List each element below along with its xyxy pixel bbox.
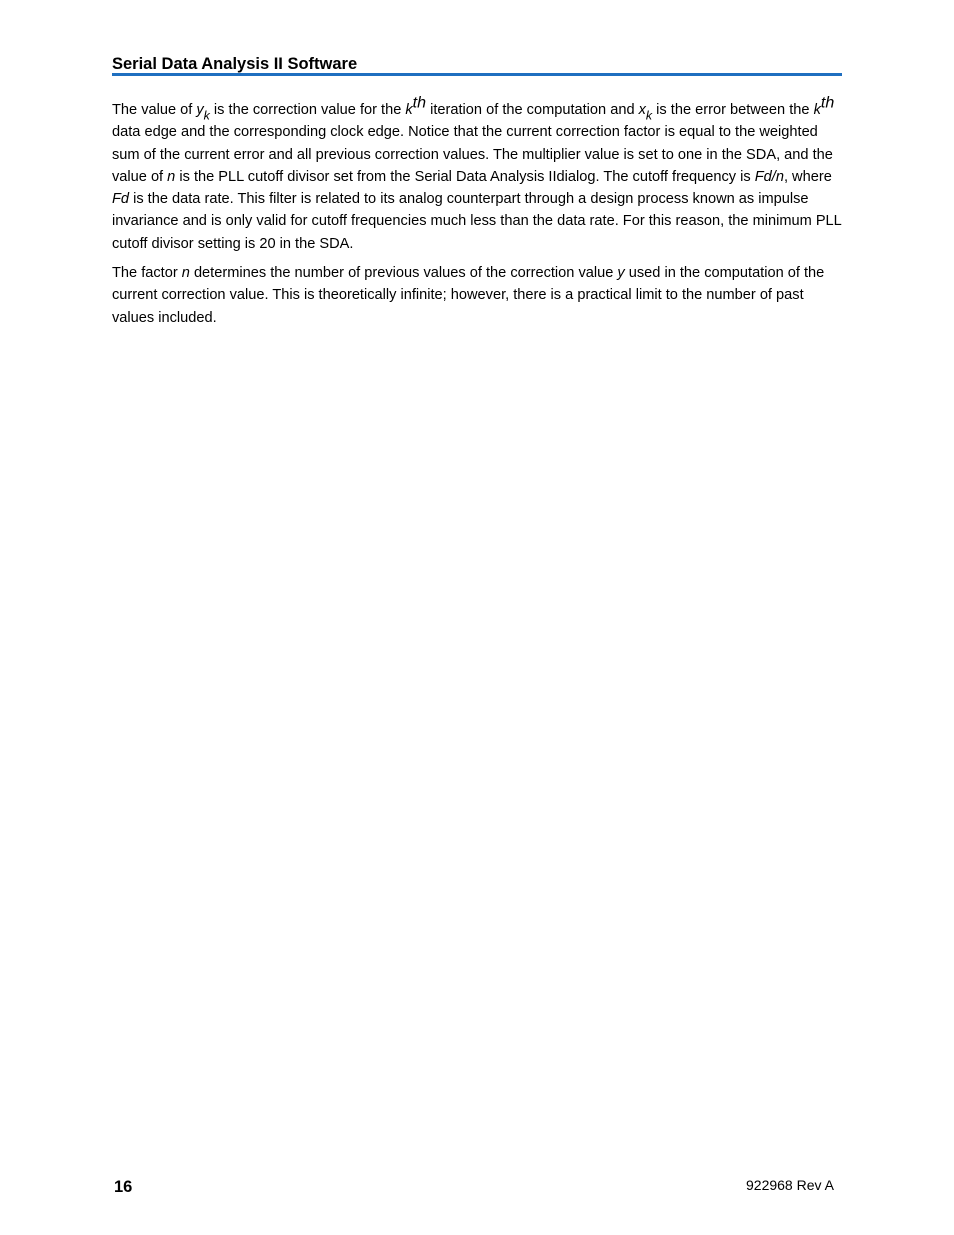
document-revision: 922968 Rev A (746, 1177, 834, 1193)
paragraph-correction-value: The value of $y_k$ is the correction value for the kth iteration of the computation and $x_k$ is the error between the kth data edge and the corresponding clock edge. Notice that the current correction factor is equal to the weighted sum of the current error and all previous correction values. The multiplier value is set to one in the SDA, and the value of n is the PLL cutoff divisor set from the Serial Data Analysis IIdialog. The cutoff frequency is Fd/n, where Fd is the data rate. This filter is related to its analog counterpart through a design process known as impulse invariance and is only valid for cutoff frequencies much less than the data rate. For this reason, the minimum PLL cutoff divisor setting is 20 in the SDA. (112, 93, 842, 252)
header-rule (112, 73, 842, 76)
page-number: 16 (114, 1178, 133, 1196)
paragraph-factor-n: The factor n determines the number of previous values of the correction value y used in the computation of the current correction value. This is theoretically infinite; however, there is a practical limit to the number of past values included. (112, 265, 825, 326)
body-text (112, 93, 846, 336)
page-header-title: Serial Data Analysis II Software (112, 55, 358, 73)
